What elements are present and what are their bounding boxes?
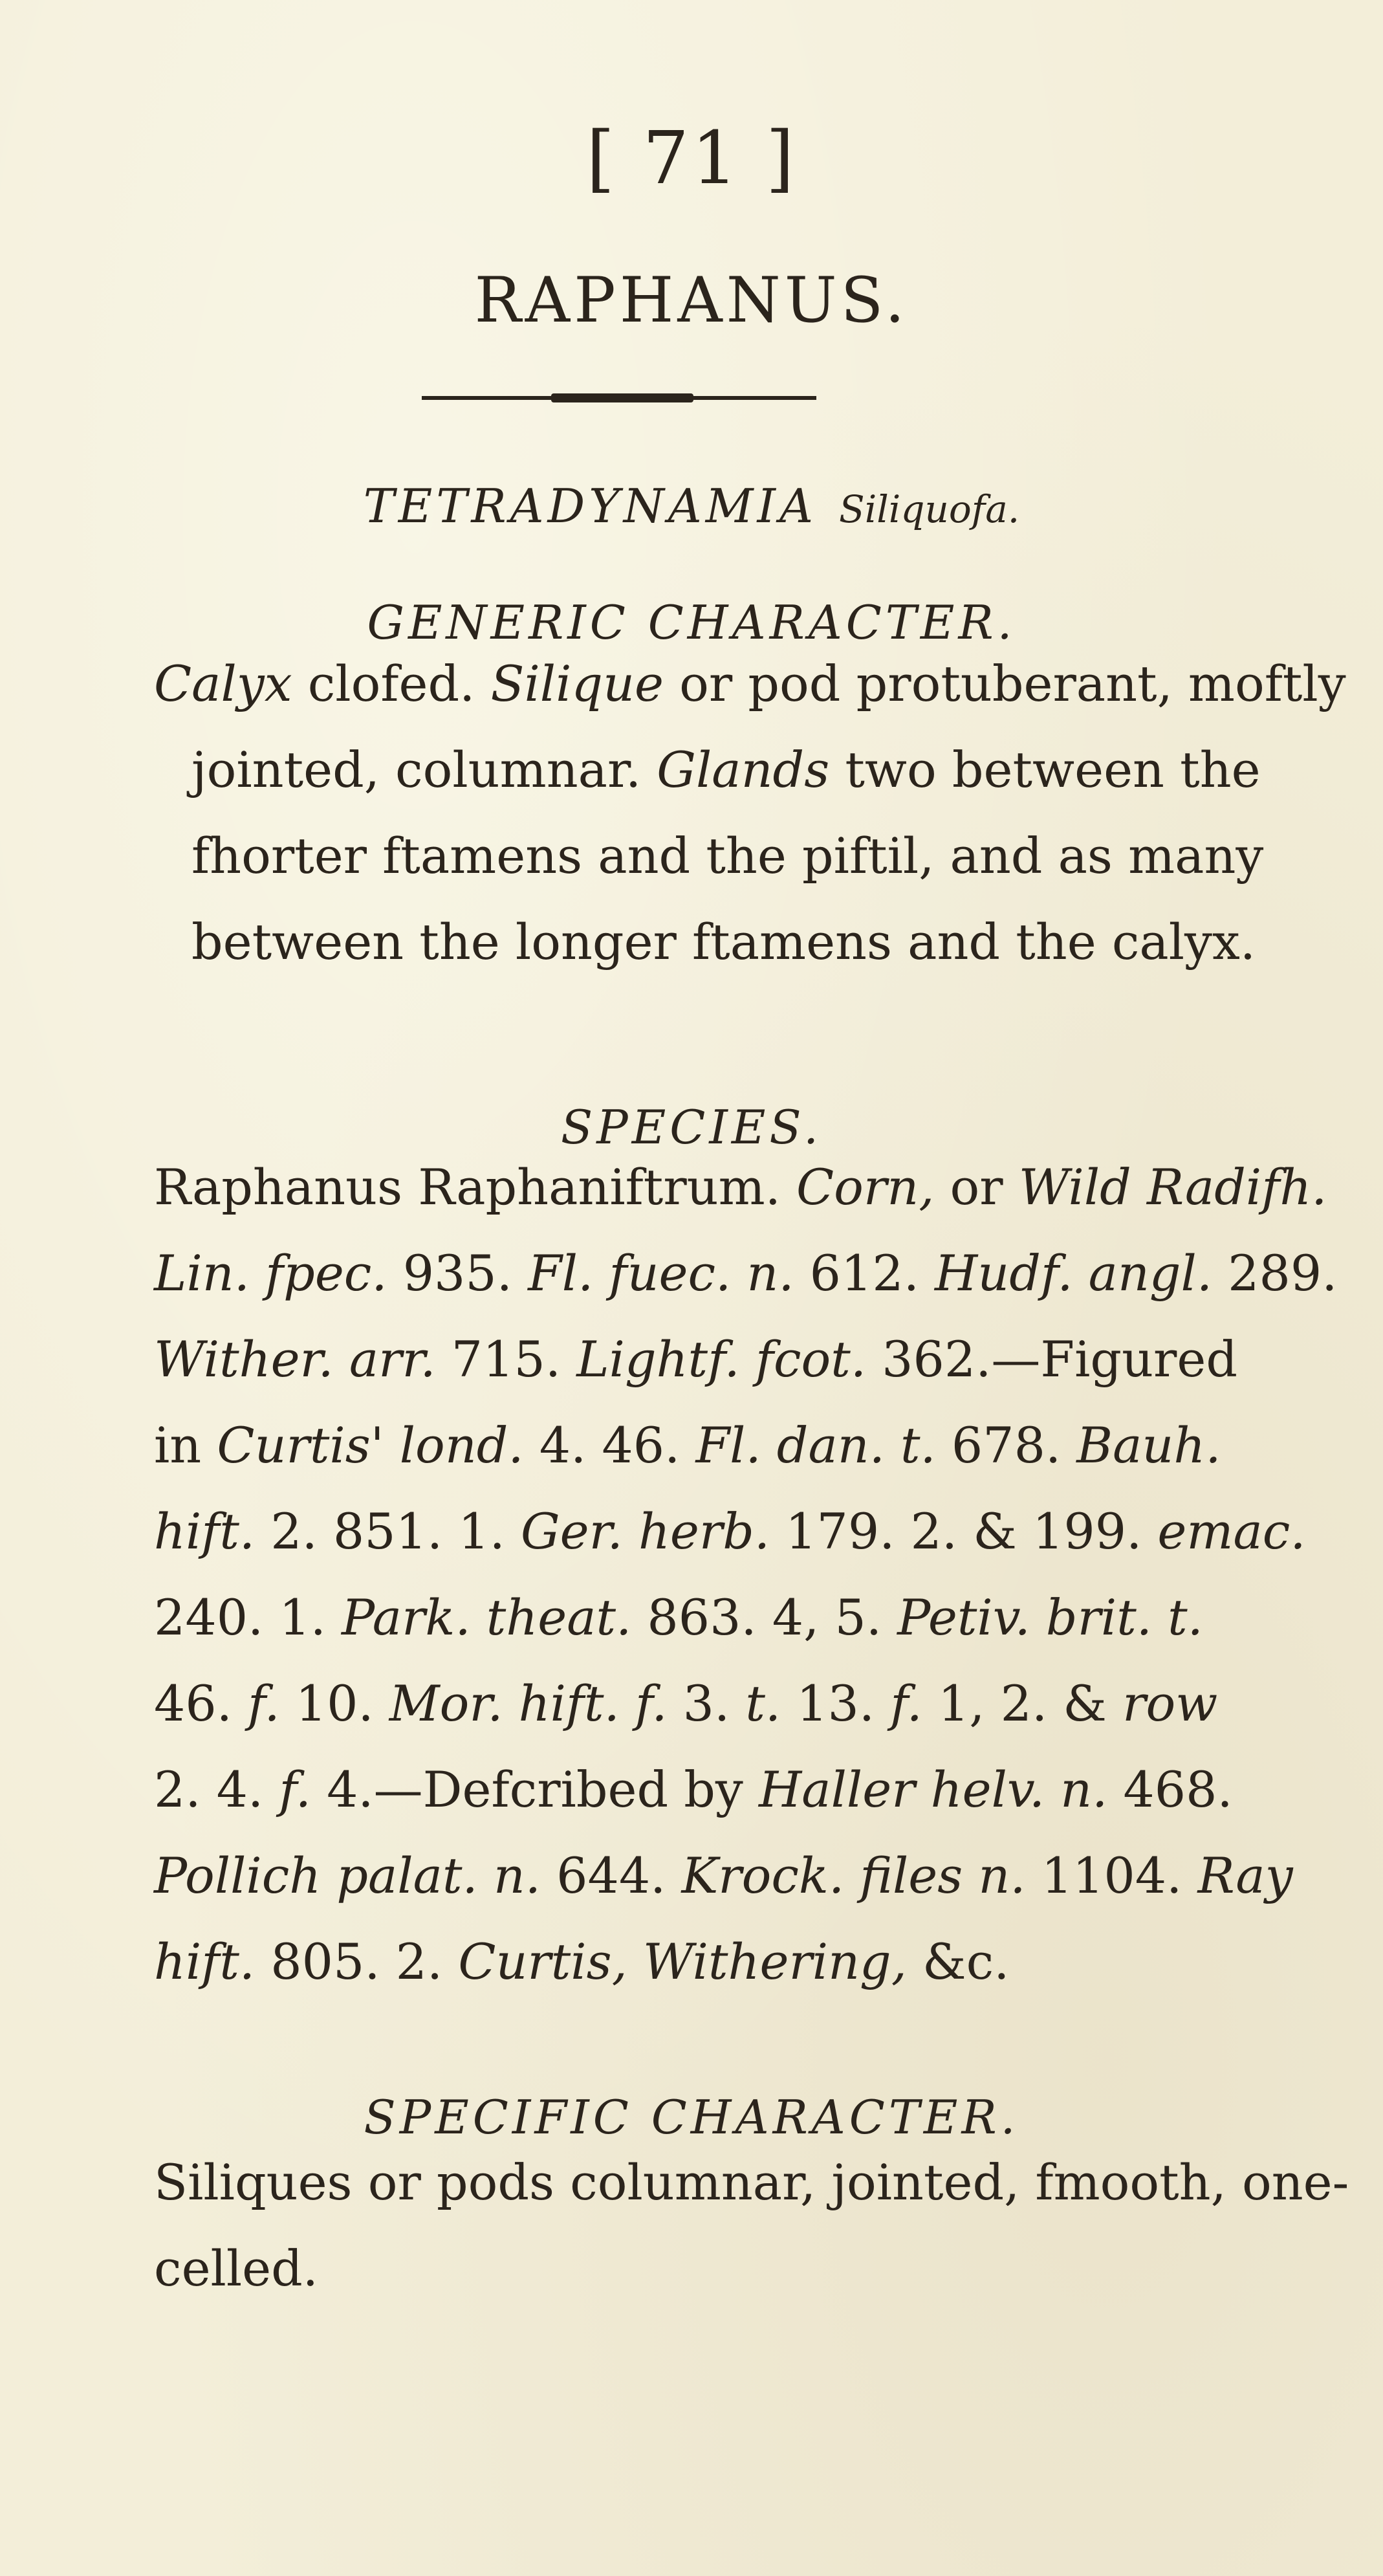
text-line: Siliques or pods columnar, jointed, fmooth, one- <box>154 2153 1349 2211</box>
species-text <box>154 1144 1338 2005</box>
species-heading: SPECIES. <box>560 1100 823 1154</box>
text-line: hift. 2. 851. 1. Ger. herb. 179. 2. & 199. emac. <box>154 1503 1306 1560</box>
generic-character-heading: GENERIC CHARACTER. <box>367 595 1016 650</box>
ornamental-rule <box>422 396 816 400</box>
text-line: 240. 1. Park. theat. 863. 4, 5. Petiv. brit. t. <box>154 1589 1203 1646</box>
text-line: Calyx clofed. Silique or pod protuberant, moftly <box>154 655 1346 712</box>
specific-character-heading: SPECIFIC CHARACTER. <box>364 2090 1019 2144</box>
generic-character-text <box>154 641 1346 985</box>
text-line: 2. 4. f. 4.—Defcribed by Haller helv. n. 468. <box>154 1761 1233 1818</box>
text-line: 46. f. 10. Mor. hift. f. 3. t. 13. f. 1, 2. & row <box>154 1675 1218 1732</box>
page-number: [ 71 ] <box>586 116 797 201</box>
class-name: TETRADYNAMIA <box>363 479 817 533</box>
text-line: Pollich palat. n. 644. Krock. files n. 1104. Ray <box>154 1847 1293 1904</box>
text-line: fhorter ftamens and the piftil, and as many <box>191 827 1264 885</box>
text-line: celled. <box>154 2240 318 2297</box>
order-name: Siliquofa. <box>838 487 1020 531</box>
text-line: in Curtis' lond. 4. 46. Fl. dan. t. 678. Bauh. <box>154 1416 1221 1474</box>
genus-title: RAPHANUS. <box>474 264 909 336</box>
text-line: Wither. arr. 715. Lightf. fcot. 362.—Figured <box>154 1330 1237 1388</box>
class-heading <box>0 479 1383 533</box>
text-line: between the longer ftamens and the calyx. <box>191 913 1256 971</box>
text-line: Lin. fpec. 935. Fl. fuec. n. 612. Hudf. angl. 289. <box>154 1244 1338 1302</box>
text-line: jointed, columnar. Glands two between the <box>191 741 1261 798</box>
text-line: Raphanus Raphaniftrum. Corn, or Wild Radifh. <box>154 1158 1327 1216</box>
text-line: hift. 805. 2. Curtis, Withering, &c. <box>154 1933 1010 1990</box>
specific-character-text <box>154 2139 1349 2311</box>
